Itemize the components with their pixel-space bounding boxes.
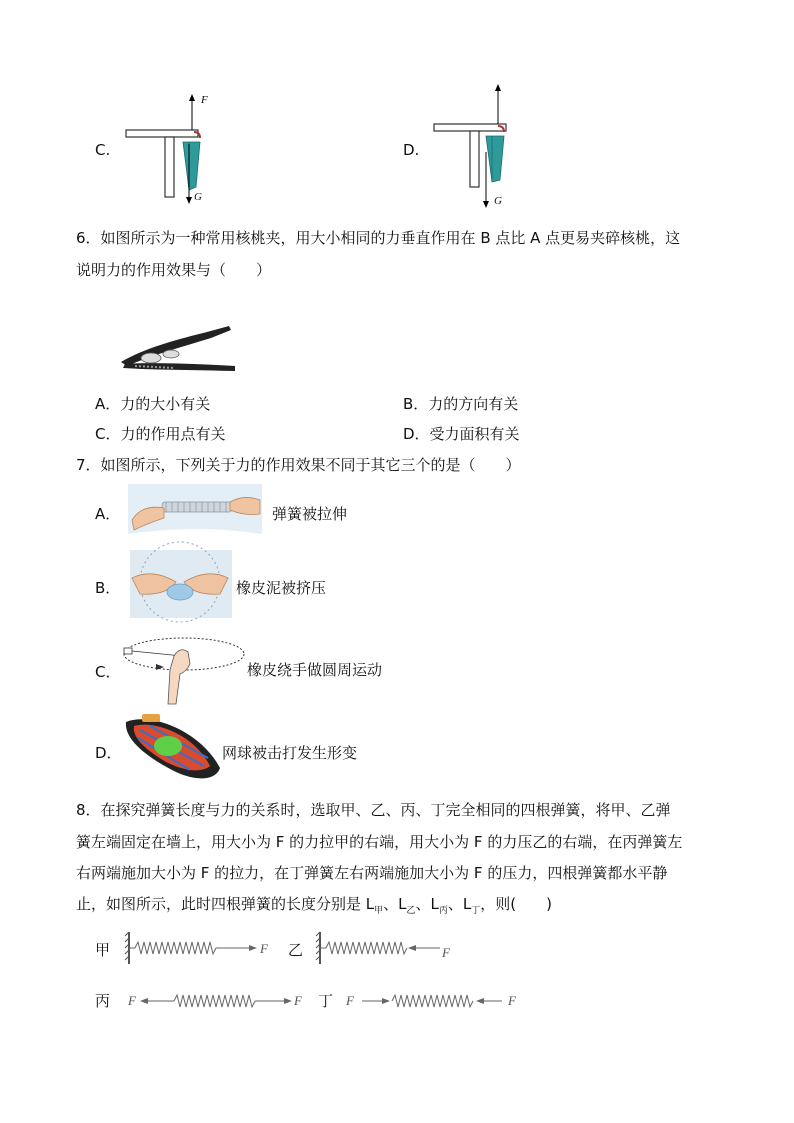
q6-option-d: D．受力面积有关: [403, 425, 520, 443]
spring-jia-figure: [125, 930, 275, 970]
q8-line4-text: 止，如图所示，此时四根弹簧的长度分别是 L: [76, 895, 375, 913]
q8-stem-line4: [76, 894, 552, 921]
force-label-yi: F: [442, 945, 450, 960]
clay-squeezed-image: [124, 548, 236, 620]
q7-option-b-letter: B．: [95, 579, 121, 597]
force-label-bing-left: F: [128, 993, 136, 1008]
sub-jia: 甲: [374, 906, 384, 916]
q8-line4-end: ，则( ): [480, 895, 552, 913]
q6-stem-line2: 说明力的作用效果与（ ）: [76, 261, 272, 279]
q7-stem: 7．如图所示，下列关于力的作用效果不同于其它三个的是（ ）: [76, 456, 521, 474]
q6-option-b: B．力的方向有关: [403, 395, 519, 413]
force-label-jia: F: [260, 941, 268, 956]
q7-option-a-caption: 弹簧被拉伸: [272, 505, 348, 523]
label-yi: 乙: [288, 941, 304, 959]
label-ding: 丁: [318, 992, 334, 1010]
sep-1: 、L: [383, 895, 407, 913]
q7-option-d-caption: 网球被击打发生形变: [222, 744, 358, 762]
force-f-label-c: F: [201, 94, 208, 106]
spring-ding-figure: [356, 986, 506, 1016]
force-g-label-c: G: [194, 191, 202, 203]
force-label-bing-right: F: [294, 993, 302, 1008]
tennis-racket-image: [120, 710, 226, 784]
nutcracker-image: [115, 318, 240, 380]
q7-option-a-letter: A．: [95, 505, 121, 523]
force-label-ding-left: F: [346, 993, 354, 1008]
label-bing: 丙: [95, 992, 111, 1010]
q6-option-c: C．力的作用点有关: [95, 425, 226, 443]
eraser-circular-motion-image: [120, 632, 248, 706]
force-g-label-d: G: [494, 195, 502, 207]
q8-stem-line3: 右两端施加大小为 F 的拉力，在丁弹簧左右两端施加大小为 F 的压力，四根弹簧都水平静: [76, 864, 668, 882]
q8-stem-line2: 簧左端固定在墙上，用大小为 F 的力拉甲的右端，用大小为 F 的力压乙的右端，在丙弹簧左: [76, 833, 683, 851]
sub-ding: 丁: [471, 906, 481, 916]
force-label-ding-right: F: [508, 993, 516, 1008]
q7-option-c-caption: 橡皮绕手做圆周运动: [247, 661, 383, 679]
sep-2: 、L: [415, 895, 439, 913]
sub-bing: 丙: [438, 906, 448, 916]
q6-stem-line1: 6．如图所示为一种常用核桃夹，用大小相同的力垂直作用在 B 点比 A 点更易夹碎核桃，这: [76, 229, 681, 247]
q7-option-b-caption: 橡皮泥被挤压: [236, 579, 327, 597]
umbrella-figure-c: [120, 92, 230, 207]
q7-option-c-letter: C．: [95, 663, 121, 681]
label-jia: 甲: [95, 941, 111, 959]
option-c-letter: C.: [95, 141, 111, 159]
spring-stretched-image: [122, 484, 270, 540]
spring-bing-figure: [138, 986, 298, 1016]
q6-option-a: A．力的大小有关: [95, 395, 211, 413]
sep-3: 、L: [447, 895, 472, 913]
spring-yi-figure: [316, 930, 456, 970]
q7-option-d-letter: D．: [95, 744, 122, 762]
sub-yi: 乙: [406, 906, 416, 916]
umbrella-figure-d: [428, 82, 538, 212]
q8-stem-line1: 8．在探究弹簧长度与力的关系时，选取甲、乙、丙、丁完全相同的四根弹簧，将甲、乙弹: [76, 801, 671, 819]
option-d-letter: D.: [403, 141, 420, 159]
